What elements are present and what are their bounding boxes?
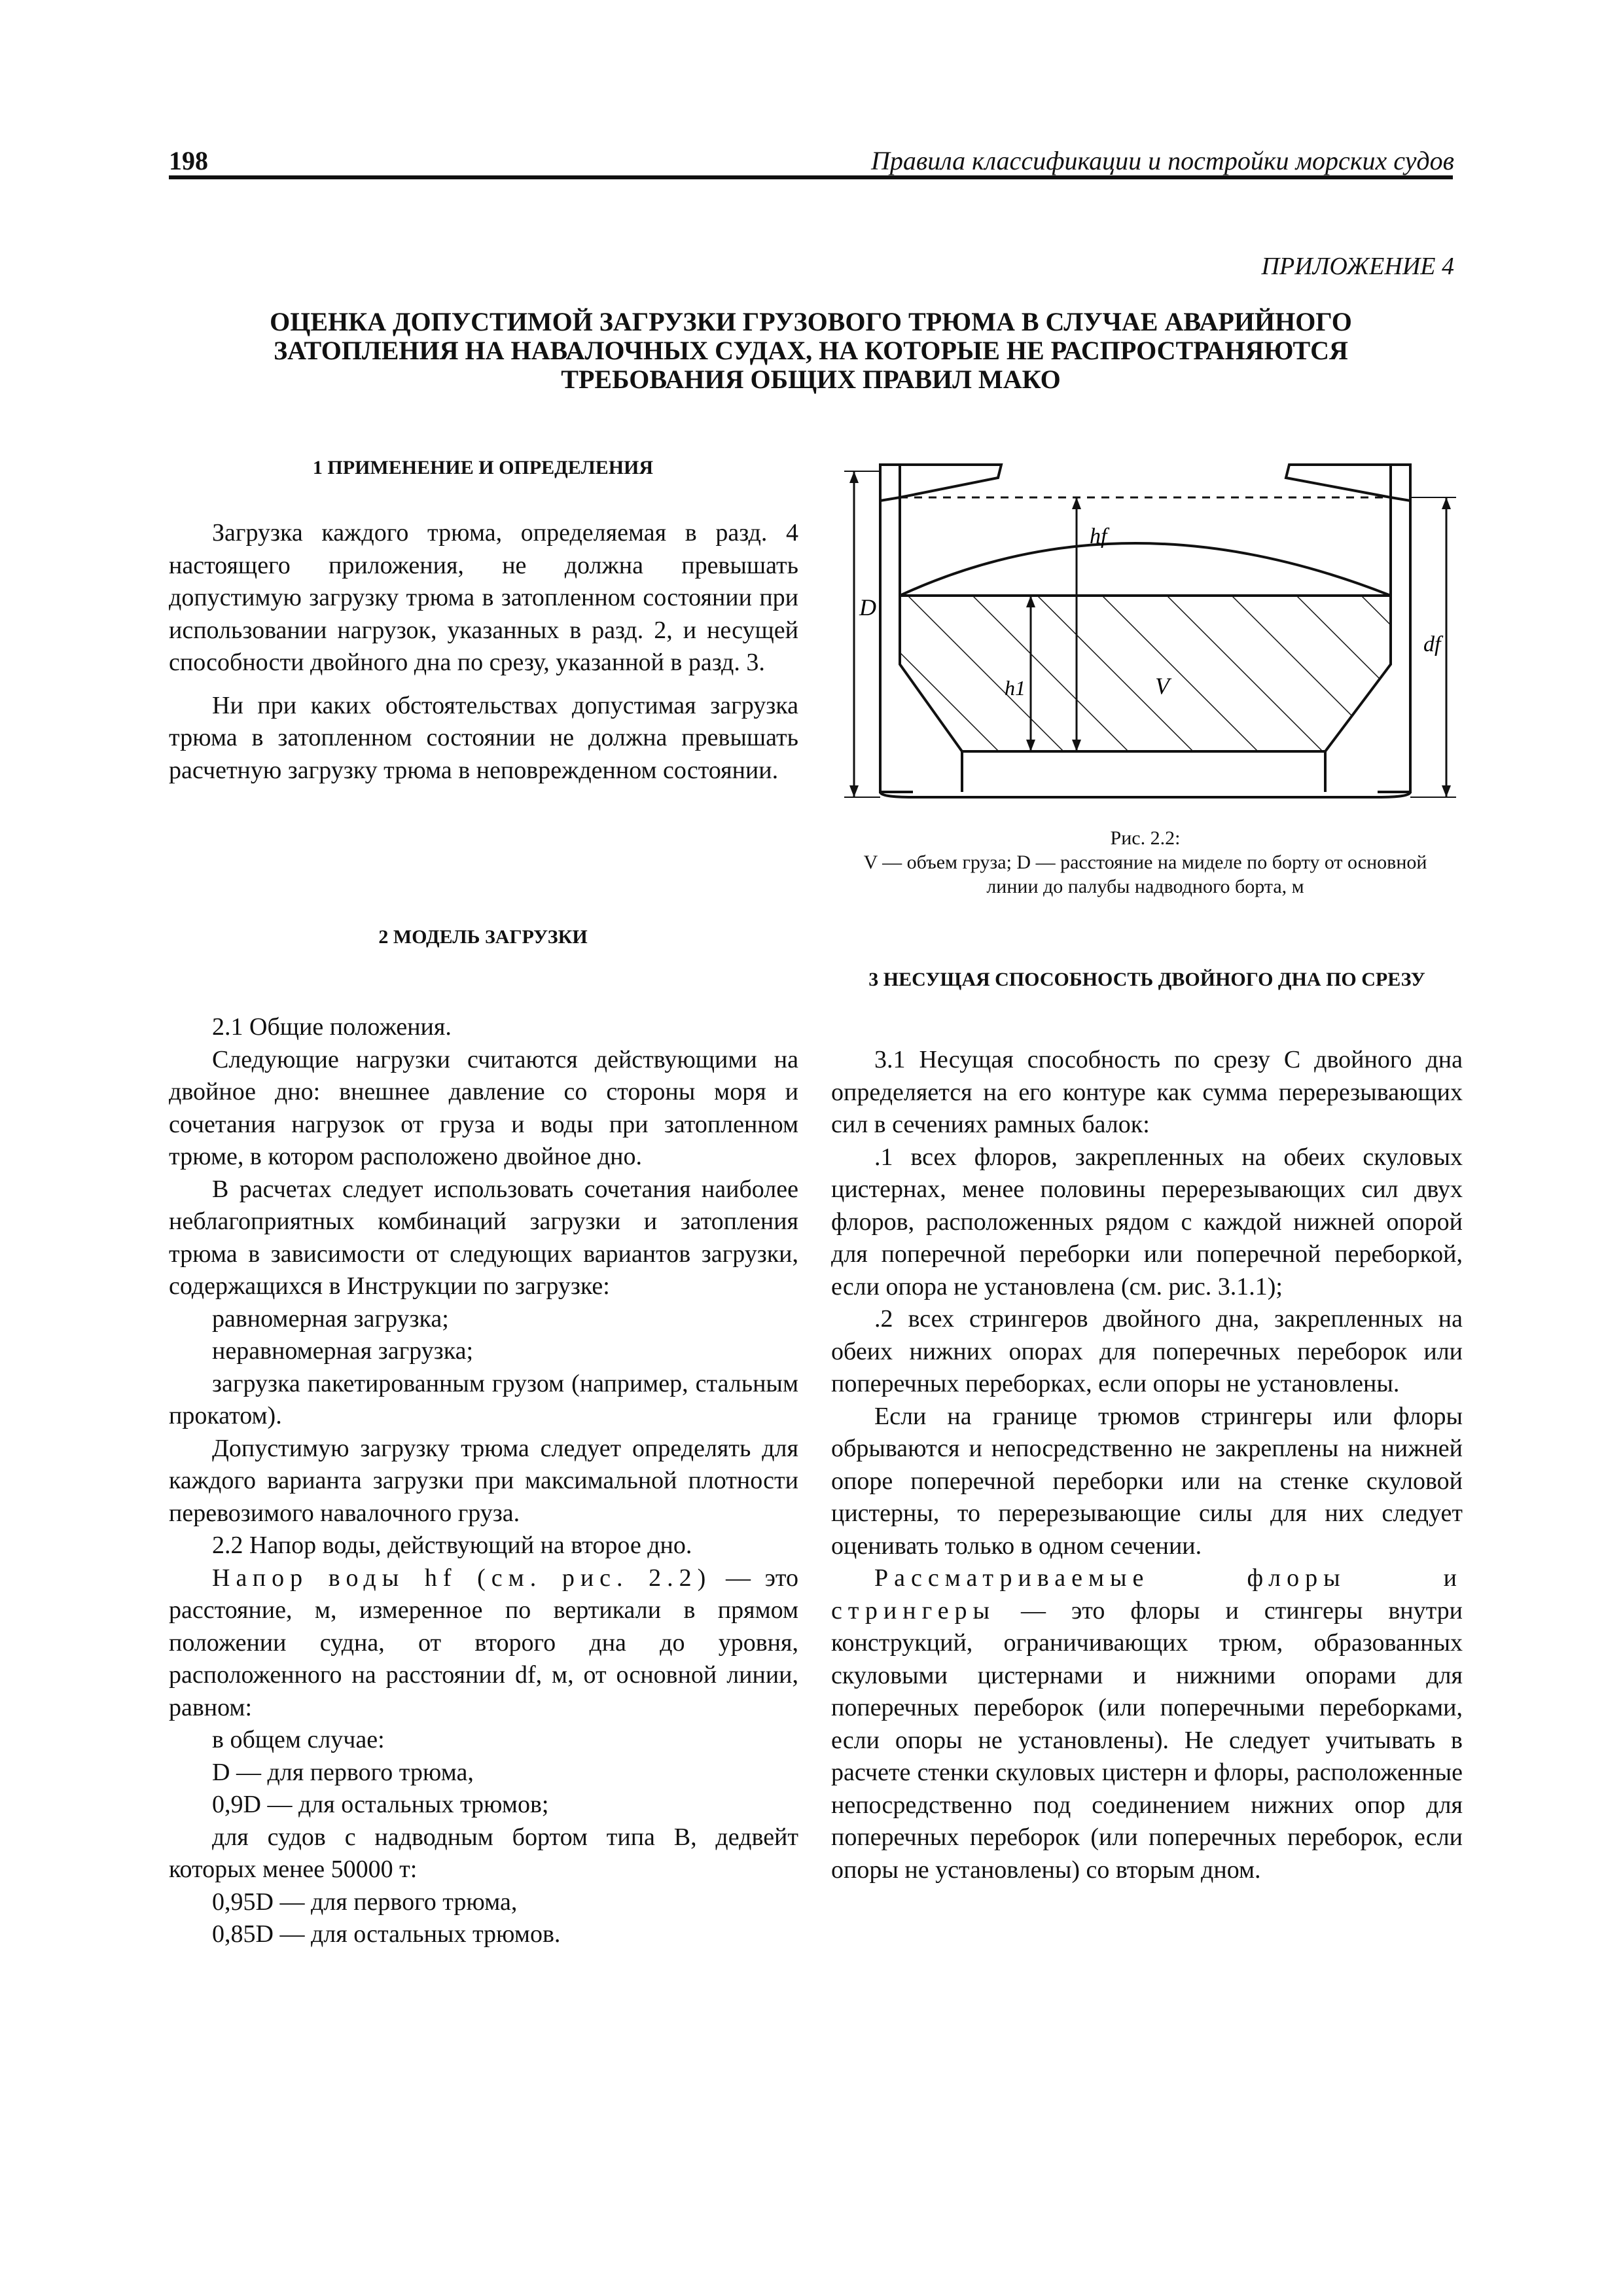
paragraph-rest: — это флоры и стингеры внутри конструкций, ограничивающих трюм, образованных скуловыми цистернами и нижними опорами для поперечных переборок (или поперечными переборками, если опоры не установлены). Не следует учитывать в расчете стенки скуловых цистерн и флоры, расположенные непосредственно под соединением нижних опор для поперечных переборок (или поперечных переборок, если опоры не установлены) со вторым дном.: [831, 1596, 1463, 1884]
subsection-2-2-title: 2.2 Напор воды, действующий на второе дно.: [212, 1532, 692, 1559]
list-item: .2 всех стрингеров двойного дна, закрепленных на обеих нижних опорах для поперечных переборок или поперечных переборках, если опоры не установлены.: [831, 1305, 1463, 1397]
paragraph: Загрузка каждого трюма, определяемая в разд. 4 настоящего приложения, не должна превышать допустимую загрузку трюма в затопленном состоянии при использовании нагрузок, указанных в разд. 2, и несущей способности двойного дна по срезу, указанной в разд. 3.: [169, 519, 798, 676]
subsection-title: [169, 1011, 798, 1044]
paragraph: для судов с надводным бортом типа В, дедвейт которых менее 50000 т:: [169, 1823, 798, 1883]
paragraph: Если на границе трюмов стрингеры или флоры обрываются и непосредственно не закреплены на нижней опоре поперечной переборки или на стенке скуловой цистерны, то перерезывающие силы для них следует оценивать только в одном сечении.: [831, 1402, 1463, 1560]
paragraph: [831, 1562, 1463, 1886]
list-item: D — для первого трюма,: [212, 1758, 474, 1786]
label-h1: h1: [1005, 676, 1026, 700]
section-1-heading: 1 ПРИМЕНЕНИЕ И ОПРЕДЕЛЕНИЯ: [312, 457, 654, 478]
title-line: ТРЕБОВАНИЯ ОБЩИХ ПРАВИЛ МАКО: [561, 365, 1061, 394]
label-df: df: [1423, 632, 1441, 656]
paragraph: В расчетах следует использовать сочетания наиболее неблагоприятных комбинаций загрузки и затопления трюма в зависимости от следующих вариантов загрузки, содержащихся в Инструкции по загрузке:: [169, 1175, 798, 1300]
list-item: неравномерная загрузка;: [212, 1337, 473, 1365]
spaced-term: Напор воды hf (см. рис. 2.2): [212, 1564, 712, 1592]
title-line: ОЦЕНКА ДОПУСТИМОЙ ЗАГРУЗКИ ГРУЗОВОГО ТРЮМА В СЛУЧАЕ АВАРИЙНОГО: [270, 307, 1352, 336]
section-3-body: [831, 1044, 1463, 1886]
paragraph: [169, 1562, 798, 1725]
paragraph: Ни при каких обстоятельствах допустимая загрузка трюма в затопленном состоянии не должна превышать расчетную загрузку трюма в неповрежденном состоянии.: [169, 691, 798, 784]
cargo-volume-hatch: [893, 589, 1397, 759]
document-title: [169, 308, 1453, 394]
list-item: 0,85D — для остальных трюмов.: [212, 1920, 561, 1948]
header-rule: [169, 175, 1453, 179]
section-1-body: [169, 517, 798, 787]
list-item: загрузка пакетированным грузом (например, стальным прокатом).: [169, 1369, 798, 1429]
label-V: V: [1155, 673, 1169, 699]
list-item: 0,9D — для остальных трюмов;: [212, 1791, 549, 1818]
title-line: ЗАТОПЛЕНИЯ НА НАВАЛОЧНЫХ СУДАХ, НА КОТОРЫЕ НЕ РАСПРОСТРАНЯЮТСЯ: [274, 336, 1348, 365]
figure-caption: [828, 826, 1463, 899]
list-item: 0,95D — для первого трюма,: [212, 1888, 518, 1916]
section-2-body: [169, 1011, 798, 1951]
spaced-term: Рассматриваемые флоры и стрингеры: [831, 1564, 1463, 1624]
caption-title: Рис. 2.2:: [1110, 827, 1181, 849]
paragraph: Допустимую загрузку трюма следует определять для каждого варианта загрузки при максимальной плотности перевозимого навалочного груза.: [169, 1434, 798, 1527]
running-title: Правила классификации и постройки морских судов: [870, 146, 1454, 175]
subsection-2-1-title: 2.1 Общие положения.: [212, 1013, 452, 1041]
list-item: в общем случае:: [212, 1726, 385, 1753]
caption-line: линии до палубы надводного борта, м: [986, 876, 1304, 897]
list-item: .1 всех флоров, закрепленных на обеих скуловых цистернах, менее половины перерезывающих сил двух флоров, расположенных рядом с каждой нижней опорой для поперечной переборки или поперечной переборкой, если опора не установлена (см. рис. 3.1.1);: [831, 1143, 1463, 1300]
section-3-heading: 3 НЕСУЩАЯ СПОСОБНОСТЬ ДВОЙНОГО ДНА ПО СРЕЗУ: [868, 969, 1425, 990]
label-D: D: [859, 594, 876, 620]
paragraph-rest: — это расстояние, м, измеренное по вертикали в прямом положении судна, от второго дна до уровня, расположенного на расстоянии df, м, от основной линии, равном:: [169, 1564, 798, 1721]
paragraph: 3.1 Несущая способность по срезу C двойного дна определяется на его контуре как сумма перерезывающих сил в сечениях рамных балок:: [831, 1046, 1463, 1138]
appendix-label: ПРИЛОЖЕНИЕ 4: [1261, 253, 1454, 280]
paragraph: Следующие нагрузки считаются действующими на двойное дно: внешнее давление со стороны моря и сочетания нагрузок от груза и воды при затопленном трюме, в котором расположено двойное дно.: [169, 1045, 798, 1170]
figure-hold-diagram: [828, 452, 1463, 818]
section-2-heading: 2 МОДЕЛЬ ЗАГРУЗКИ: [378, 926, 588, 948]
page-number: 198: [169, 146, 208, 175]
list-item: равномерная загрузка;: [212, 1304, 449, 1333]
caption-line: V — объем груза; D — расстояние на миделе по борту от основной: [863, 852, 1427, 873]
label-hf: hf: [1090, 524, 1107, 548]
